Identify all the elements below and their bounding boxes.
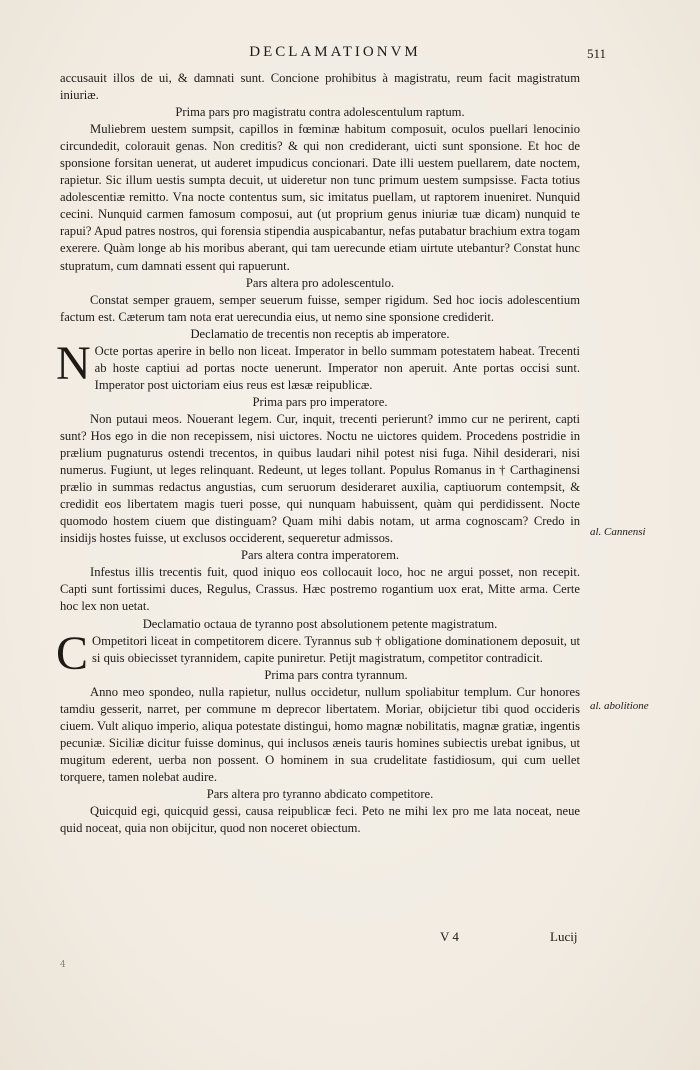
- catchword: Lucij: [550, 929, 578, 944]
- paragraph: Anno meo spondeo, nulla rapietur, nullus occidetur, nullum spoliabitur templum. Cur honores tamdiu gesserit, narret, per commune m deprecor libertatem. Moriar, obijcietur tibi quod occideris ciuem. Vult aliquo imperio, aliqua potestate distingui, homo magnæ nobilitatis, magnæ gratiæ, ingentis pecuniæ. Siciliæ dicitur fuisse dominus, qui inclusos æneis tauris homines subiectis urebat ignibus, ut mugitum ederent, uerba non possent. O hominem in sua crudelitate fastidiosum, qui cum uellet torquere, tamen nolebat audire.: [60, 684, 580, 784]
- margin-note-abolitione: al. abolitione: [590, 700, 649, 712]
- declamation-heading: Declamatio de trecentis non receptis ab imperatore.: [190, 326, 450, 341]
- paragraph-with-initial: [56, 336, 580, 394]
- ink-smudge: 4: [60, 960, 66, 970]
- paragraph-body: Octe portas aperire in bello non liceat. Imperator in bello summam potestatem habeat. Trecenti ab hoste captiui ad portas nocte uenerunt. Imperator non aperuit. Ante portas occisi sunt. Imperator post uictoriam eius reus est læsæ reipublicæ.: [94, 343, 580, 392]
- section-heading: Prima pars pro imperatore.: [252, 394, 388, 409]
- section-heading: Pars altera pro tyranno abdicato competitore.: [206, 786, 434, 801]
- section-heading: Prima pars pro magistratu contra adolescentulum raptum.: [175, 105, 465, 120]
- paragraph-body: Ompetitori liceat in competitorem dicere. Tyrannus sub † obligatione dominationem deposuit, ut si quis obiecisset tyrannidem, capite puniretur. Petijt magistratum, competitor contradicit.: [92, 633, 580, 665]
- paragraph: Quicquid egi, quicquid gessi, causa reipublicæ feci. Peto ne mihi lex pro me lata noceat, neue quid noceat, quia non obijcitur, quod non noceret obiectum.: [60, 804, 580, 836]
- running-head: DECLAMATIONVM: [249, 44, 421, 60]
- margin-note-cannensi: al. Cannensi: [590, 526, 646, 538]
- drop-cap-initial: C: [56, 626, 89, 680]
- section-heading: Pars altera contra imperatorem.: [240, 548, 400, 563]
- section-heading: Pars altera pro adolescentulo.: [245, 275, 395, 290]
- page-number: 511: [586, 46, 606, 61]
- signature-mark: V 4: [440, 929, 459, 944]
- paragraph: Constat semper grauem, semper seuerum fuisse, semper rigidum. Sed hoc iocis adolescentium factum est. Cæterum tam nota erat uerecundia eius, ut nemo sine sponsione crediderit.: [60, 292, 580, 324]
- paragraph: Non putaui meos. Nouerant legem. Cur, inquit, trecenti perierunt? immo cur ne perirent, capti sunt? Hos ego in die non recepissem, nisi uictores. Noctu ne uictores quidem. Procedens postridie in prælium pugnaturus ostendi trecentos, in quibus laudari nihil potest nisi fuga. Nihil desiderari, nisi numerus. Fugiunt, ut leges relinquant. Redeunt, ut leges tollant. Populus Romanus in † Carthaginensi prælio in summas redactus angustias, cum seruorum desideraret auxilia, captiuorum contempsit, & credidit eos libertatem magis tueri posse, qui nunquam habuissent, quàm qui perdidissent. Nocte quomodo hostem ciuem que distinguam? Quam mihi dabis notam, ut arma cognoscam? Credo in insidijs hostes fuisse, ut exclusos occiderent, sequeretur admissos.: [60, 411, 580, 546]
- body-text: [56, 70, 580, 837]
- section-heading: Prima pars contra tyrannum.: [264, 667, 408, 682]
- drop-cap-initial: N: [56, 336, 91, 390]
- paragraph: Infestus illis trecentis fuit, quod iniquo eos collocauit loco, hoc ne argui posset, non recepit. Capti sunt fortissimi duces, Regulus, Crassus. Hæc postremo rogantium uox erat, Mitte arma. Certe hoc lex non uetat.: [60, 565, 580, 614]
- declamation-heading: Declamatio octaua de tyranno post absolutionem petente magistratum.: [142, 616, 498, 631]
- paragraph-continuation: accusauit illos de ui, & damnati sunt. Concione prohibitus à magistratu, reum facit magistratum iniuriæ.: [60, 71, 580, 103]
- paragraph: Muliebrem uestem sumpsit, capillos in fœminæ habitum composuit, oculos puellari lenocinio circundedit, colorauit genas. Non creditis? & qui non crediderant, uicti sunt sponsione. Et hoc de sponsione forsitan uenerat, ut auderet impudicus concionari. Date illi uestem puellarem, date noctem, rapietur. Sic illum uestis sumpta decuit, ut uideretur non tunc primum uestem sumpsisse. Facta totius adolescentiæ remitto. Vna nocte contentus sum, sic imitatus puellam, ut raptorem inueniret. Nunquid cecini. Nunquid carmen famosum composui, aut (ut proprium genus iniuriæ tuæ dicam) nunquid te rapui? Apud patres nostros, qui forensia stipendia auspicabantur, nefas putabatur brachium extra togam exerere. Quàm longe ab his moribus aberant, qui tam uerecunde etiam uirtute utebantur? Constat hunc stupratum, cum damnati essent qui rapuerunt.: [60, 122, 580, 273]
